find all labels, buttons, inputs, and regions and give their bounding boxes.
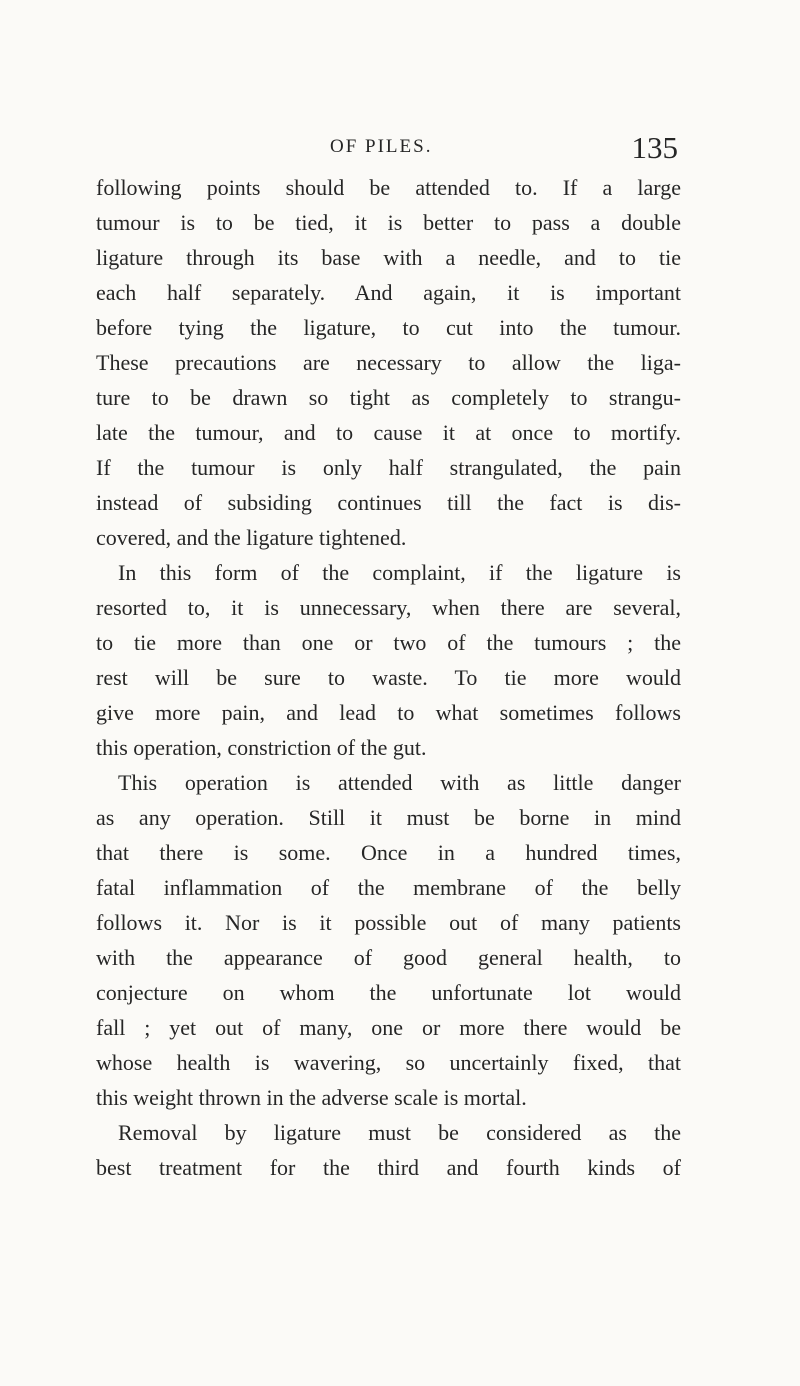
- text-line: before tying the ligature, to cut into the tumour.: [96, 315, 681, 340]
- text-line: instead of subsiding continues till the fact is dis-: [96, 490, 681, 515]
- text-line: These precautions are necessary to allow the liga-: [96, 350, 681, 375]
- text-line: follows it. Nor is it possible out of many patients: [96, 910, 681, 935]
- text-line: covered, and the ligature tightened.: [96, 525, 407, 550]
- text-line: ture to be drawn so tight as completely to strangu-: [96, 385, 681, 410]
- text-line: best treatment for the third and fourth kinds of: [96, 1155, 681, 1180]
- text-line: whose health is wavering, so uncertainly fixed, that: [96, 1050, 681, 1075]
- text-line: to tie more than one or two of the tumours ; the: [96, 630, 681, 655]
- text-line: give more pain, and lead to what sometimes follows: [96, 700, 681, 725]
- text-line: following points should be attended to. If a large: [96, 175, 681, 200]
- text-line: with the appearance of good general health, to: [96, 945, 681, 970]
- text-line: ligature through its base with a needle, and to tie: [96, 245, 681, 270]
- text-line: late the tumour, and to cause it at once to mortify.: [96, 420, 681, 445]
- text-line: resorted to, it is unnecessary, when there are several,: [96, 595, 681, 620]
- text-line: In this form of the complaint, if the ligature is: [118, 560, 681, 585]
- running-title: OF PILES.: [330, 136, 433, 157]
- text-line: fall ; yet out of many, one or more there would be: [96, 1015, 681, 1040]
- text-line: that there is some. Once in a hundred times,: [96, 840, 681, 865]
- text-line: this weight thrown in the adverse scale is mortal.: [96, 1085, 527, 1110]
- text-line: This operation is attended with as little danger: [118, 770, 681, 795]
- text-line: rest will be sure to waste. To tie more would: [96, 665, 681, 690]
- running-head: [0, 130, 800, 166]
- text-line: tumour is to be tied, it is better to pass a double: [96, 210, 681, 235]
- page-number: 135: [631, 130, 678, 165]
- text-line: If the tumour is only half strangulated, the pain: [96, 455, 681, 480]
- text-line: conjecture on whom the unfortunate lot would: [96, 980, 681, 1005]
- text-line: this operation, constriction of the gut.: [96, 735, 427, 760]
- text-line: each half separately. And again, it is important: [96, 280, 681, 305]
- text-line: fatal inflammation of the membrane of the belly: [96, 875, 681, 900]
- text-line: Removal by ligature must be considered as the: [118, 1120, 681, 1145]
- body-text: [96, 170, 681, 1185]
- text-line: as any operation. Still it must be borne in mind: [96, 805, 681, 830]
